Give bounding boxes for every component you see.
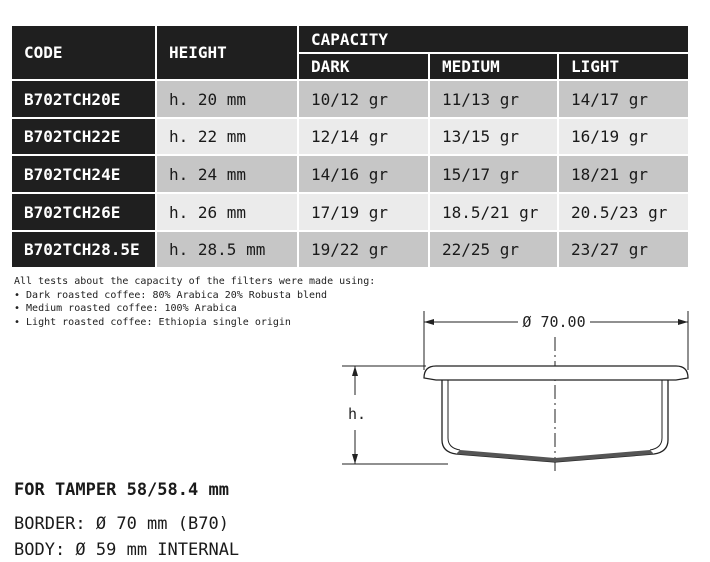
note-line: All tests about the capacity of the filters were made using: <box>14 276 376 287</box>
diameter-label: Ø 70.00 <box>522 313 586 331</box>
border-spec: BORDER: Ø 70 mm (B70) <box>14 514 229 534</box>
body-spec: BODY: Ø 59 mm INTERNAL <box>14 540 240 560</box>
height-label: h. <box>347 405 367 423</box>
row-code: B702TCH28.5E <box>12 232 155 267</box>
note-line: • Dark roasted coffee: 80% Arabica 20% Robusta blend <box>14 289 328 301</box>
row-code: B702TCH26E <box>12 194 155 230</box>
row-medium: 15/17 gr <box>430 156 557 192</box>
row-height: h. 24 mm <box>157 156 297 192</box>
row-height: h. 20 mm <box>157 81 297 117</box>
row-light: 23/27 gr <box>559 232 688 267</box>
row-light: 20.5/23 gr <box>559 194 688 230</box>
row-dark: 19/22 gr <box>299 232 428 267</box>
header-light: LIGHT <box>559 54 688 79</box>
row-code: B702TCH24E <box>12 156 155 192</box>
row-code: B702TCH22E <box>12 119 155 154</box>
note-line: • Light roasted coffee: Ethiopia single origin <box>14 316 291 328</box>
header-code: CODE <box>12 26 155 79</box>
header-medium: MEDIUM <box>430 54 557 79</box>
header-capacity: CAPACITY <box>299 26 688 52</box>
row-dark: 10/12 gr <box>299 81 428 117</box>
row-dark: 12/14 gr <box>299 119 428 154</box>
note-line: • Medium roasted coffee: 100% Arabica <box>14 303 237 314</box>
row-light: 16/19 gr <box>559 119 688 154</box>
row-height: h. 22 mm <box>157 119 297 154</box>
row-medium: 22/25 gr <box>430 232 557 267</box>
row-light: 14/17 gr <box>559 81 688 117</box>
tamper-size: FOR TAMPER 58/58.4 mm <box>14 480 229 500</box>
row-height: h. 26 mm <box>157 194 297 230</box>
row-dark: 17/19 gr <box>299 194 428 230</box>
row-height: h. 28.5 mm <box>157 232 297 267</box>
row-medium: 13/15 gr <box>430 119 557 154</box>
row-dark: 14/16 gr <box>299 156 428 192</box>
row-medium: 11/13 gr <box>430 81 557 117</box>
row-light: 18/21 gr <box>559 156 688 192</box>
header-dark: DARK <box>299 54 428 79</box>
header-height: HEIGHT <box>157 26 297 79</box>
row-code: B702TCH20E <box>12 81 155 117</box>
row-medium: 18.5/21 gr <box>430 194 557 230</box>
